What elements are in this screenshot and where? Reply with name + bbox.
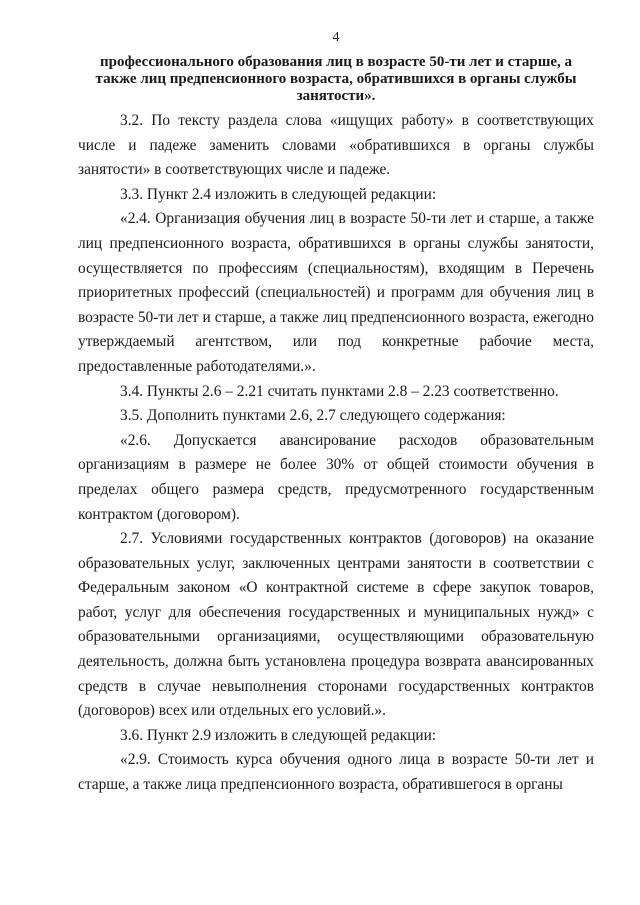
paragraph-2-4-quote: «2.4. Организация обучения лиц в возрасте 50-ти лет и старше, а также лиц предпенсионного возраста, обратившихся в органы службы занятости, осуществляется по профессиям (специальностям), входящим в Перечень приоритетных профессий (специальностей) и программ для обучения лиц в возрасте 50-ти лет и старше, а также лиц предпенсионного возраста, ежегодно утверждаемый агентством, или под конкретные рабочие места, предоставленные работодателями.». [78,210,594,375]
paragraph-2-6-quote: «2.6. Допускается авансирование расходов образовательным организациям в размере не более 30% от общей стоимости обучения в пределах общего размера средств, предусмотренного государственным контрактом (договором). [78,431,594,523]
page-number: 4 [332,30,340,45]
paragraph-2-7-quote: 2.7. Условиями государственных контрактов (договоров) на оказание образовательных услуг, заключенных центрами занятости в соответствии с Федеральным законом «О контрактной системе в сфере закупок товаров, работ, услуг для обеспечения государственных и муниципальных нужд» с образовательными организациями, осуществляющими образовательную деятельность, должна быть установлена процедура возврата авансированных средств в случае невыполнения сторонами государственных контрактов (договоров) всех или отдельных его условий.». [78,530,594,720]
paragraph-2-9-quote: «2.9. Стоимость курса обучения одного лица в возрасте 50-ти лет и старше, а также лица предпенсионного возраста, обратившегося в органы [78,751,594,794]
paragraph-3-2: 3.2. По тексту раздела слова «ищущих работу» в соответствующих числе и падеже заменить словами «обратившихся в органы службы занятости» в соответствующих числе и падеже. [78,112,594,179]
section-heading: профессионального образования лиц в возрасте 50-ти лет и старше, а также лиц предпенсионного возраста, обратившихся в органы службы занятости». [95,54,577,104]
paragraph-3-4: 3.4. Пункты 2.6 – 2.21 считать пунктами 2.8 – 2.23 соответственно. [120,382,559,400]
paragraph-3-3: 3.3. Пункт 2.4 изложить в следующей редакции: [120,185,437,203]
paragraph-3-6: 3.6. Пункт 2.9 изложить в следующей редакции: [120,726,437,744]
paragraph-3-5: 3.5. Дополнить пунктами 2.6, 2.7 следующего содержания: [120,407,506,425]
